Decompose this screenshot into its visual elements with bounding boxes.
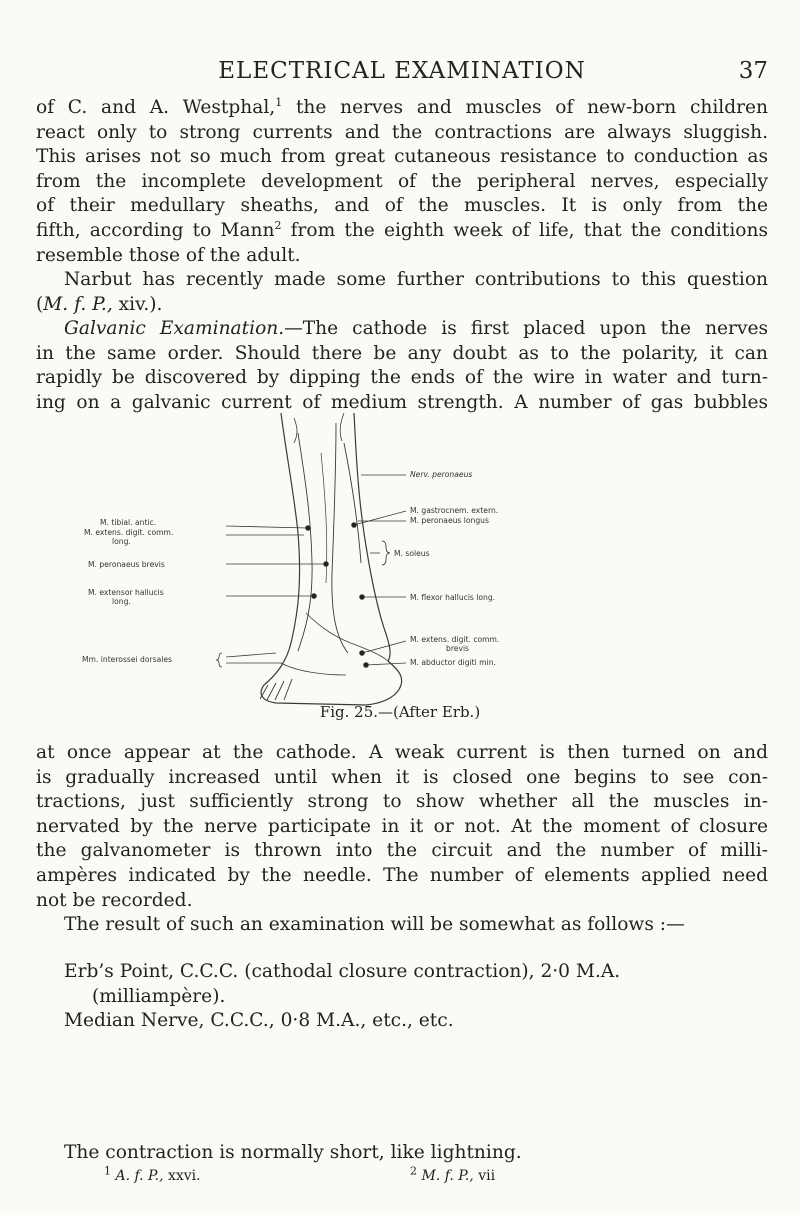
text-line: nervated by the nerve participate in it or not. At the moment of closure (36, 815, 768, 837)
text-line: This arises not so much from great cutaneous resistance to conduction as (36, 146, 768, 168)
page-title: ELECTRICAL EXAMINATION (218, 58, 586, 84)
label-peronaeus-longus: M. peronaeus longus (410, 516, 489, 525)
text-line: rapidly be discovered by dipping the ends of the wire in water and turn- (36, 367, 768, 389)
figure-25 (36, 398, 768, 698)
text-line: from the incomplete development of the peripheral nerves, especially (36, 170, 768, 192)
paragraph-6 (36, 1141, 768, 1166)
paragraph-5 (36, 913, 768, 938)
text-line: of C. and A. Westphal,$^1$ the nerves and muscles of new-born children (36, 95, 768, 118)
label-soleus: M. soleus (394, 549, 430, 558)
text-line: the galvanometer is thrown into the circuit and the number of milli- (36, 840, 768, 862)
footnote-marker: 2 (274, 218, 282, 232)
paragraph-1 (36, 96, 768, 268)
text-line: resemble those of the adult. (36, 244, 301, 266)
label-gastrocnem-extern: M. gastrocnem. extern. (410, 506, 499, 515)
result-erbs-point-cont: (milliampère). (92, 985, 226, 1007)
text-line: not be recorded. (36, 889, 193, 911)
label-flexor-hallucis: M. flexor hallucis long. (410, 593, 496, 602)
leg-illustration (36, 398, 768, 728)
section-heading: Galvanic Examination. (64, 318, 285, 339)
text-line: fifth, according to Mann$^2$ from the eighth week of life, that the conditions (36, 218, 768, 241)
label-peronaeus-brevis: M. peronaeus brevis (88, 560, 165, 569)
text-line: tractions, just sufficiently strong to show whether all the muscles in- (36, 791, 768, 813)
label-extensor-hallucis-long: long. (112, 597, 131, 606)
paragraph-2 (36, 268, 768, 317)
text-line: in the same order. Should there be any doubt as to the polarity, it can (36, 342, 768, 364)
text-line: (M. f. P., xiv.). (36, 293, 163, 315)
text-line: is gradually increased until when it is closed one begins to see con- (36, 766, 768, 788)
result-erbs-point: Erb’s Point, C.C.C. (cathodal closure contraction), 2·0 M.A. (64, 961, 621, 982)
figure-caption: Fig. 25.—(After Erb.) (319, 703, 481, 721)
label-interossei-dorsales: Mm. interossei dorsales (82, 655, 172, 664)
footnote-1: $^1$ A. f. P., xxvi. (104, 1164, 201, 1184)
text-line: The contraction is normally short, like lightning. (64, 1142, 522, 1163)
text-line: ing on a galvanic current of medium strength. A number of gas bubbles (36, 391, 768, 413)
text-line: at once appear at the cathode. A weak current is then turned on and (36, 742, 768, 763)
label-extensor-hallucis: M. extensor hallucis (88, 588, 164, 597)
label-abductor-digiti-min: M. abductor digiti min. (410, 658, 496, 667)
text-line: ampères indicated by the needle. The number of elements applied need (36, 864, 768, 886)
text-line: The result of such an examination will be somewhat as follows :— (64, 914, 685, 935)
footnote-marker: 1 (275, 95, 283, 109)
text-line: of their medullary sheaths, and of the muscles. It is only from the (36, 195, 768, 217)
running-header (36, 58, 768, 88)
text-line: Galvanic Examination.—The cathode is first placed upon the nerves (64, 318, 768, 339)
label-nerv-peronaeus: Nerv. peronaeus (410, 470, 473, 479)
label-extens-digit-comm-brevis-2: brevis (446, 644, 470, 653)
page-number: 37 (738, 58, 768, 84)
text-line: react only to strong currents and the contractions are always sluggish. (36, 121, 768, 143)
text-line: Narbut has recently made some further contributions to this question (64, 269, 768, 290)
result-median-nerve: Median Nerve, C.C.C., 0·8 M.A., etc., etc. (64, 1010, 454, 1032)
results-list (64, 960, 768, 1034)
footnote-2: $^2$ M. f. P., vii (410, 1164, 496, 1184)
label-tibial-antic: M. tibial. antic. (100, 518, 157, 527)
label-extens-digit-comm-brevis: M. extens. digit. comm. (410, 635, 500, 644)
paragraph-4 (36, 741, 768, 913)
label-extens-digit-comm: M. extens. digit. comm. (84, 528, 174, 537)
label-extens-digit-comm-long: long. (112, 537, 131, 546)
